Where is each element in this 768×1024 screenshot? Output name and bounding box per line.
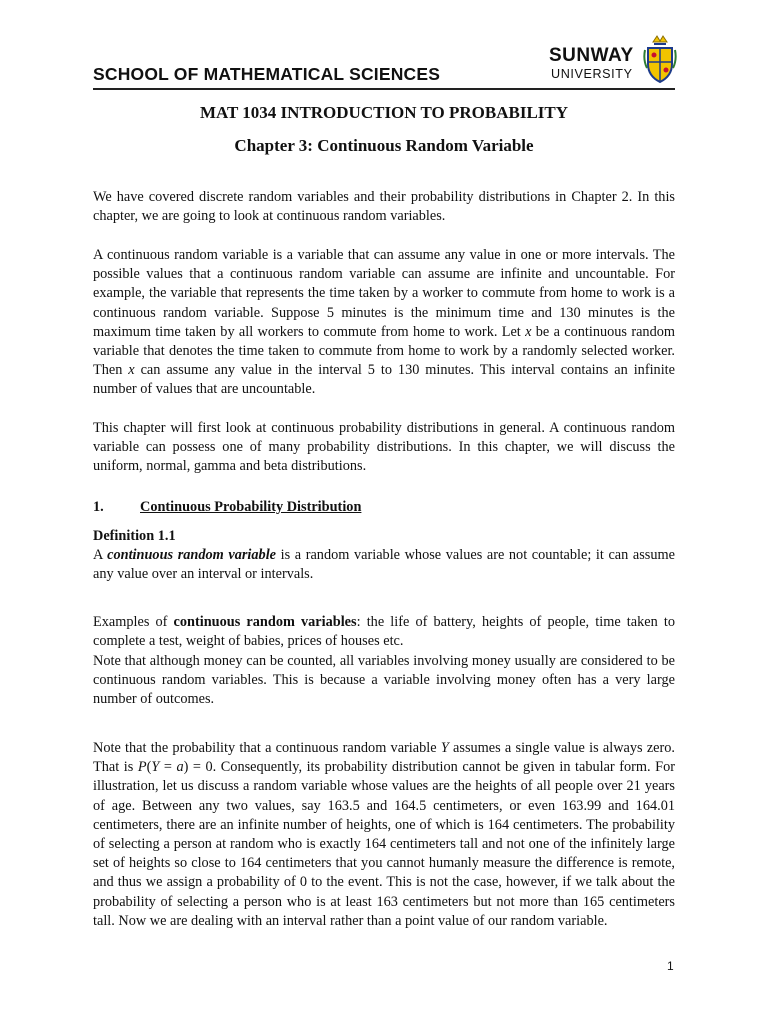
definition-label: Definition 1.1 (93, 528, 176, 544)
section-title: Continuous Probability Distribution (140, 499, 362, 515)
university-crest-icon (643, 34, 677, 84)
section-number: 1. (93, 499, 104, 515)
sunway-logo (549, 34, 677, 90)
page-number: 1 (667, 959, 674, 973)
logo-university-text: UNIVERSITY (551, 67, 633, 81)
intro-paragraph: We have covered discrete random variables and their probability distributions in Chapter 2. In this chapter, we are going to look at continuous random variables. (93, 189, 675, 225)
chapter-overview-paragraph: This chapter will first look at continuous probability distributions in general. A continuous random variable can possess one of many probability distributions. In this chapter, we will discuss the uniform, normal, gamma and beta distributions. (93, 420, 675, 475)
single-value-probability-paragraph: Note that the probability that a continuous random variable Y assumes a single value is always zero. That is P(Y = a) = 0. Consequently, its probability distribution cannot be given in tabular form. For illustration, let us discuss a random variable whose values are the heights of all people over 21 years of age. Between any two values, say 163.5 and 164.5 centimeters, or even 163.99 and 164.01 centimeters, there are an infinite number of heights, one of which is 164 centimeters. The probability of selecting a person at random who is exactly 164 centimeters tall and not one of the infinitely large set of heights so close to 164 centimeters that you cannot humanly measure the difference is remote, and thus we assign a probability of 0 to the event. This is not the case, however, if we talk about the probability of selecting a person who is at least 163 centimeters but not more than 165 centimeters tall. Now we are dealing with an interval rather than a point value of our random variable. (93, 740, 676, 929)
continuous-rv-paragraph: A continuous random variable is a variable that can assume any value in one or more intervals. The possible values that a continuous random variable can assume are infinite and uncountable. For example, the variable that represents the time taken by a worker to commute from home to work is a continuous random variable. Suppose 5 minutes is the minimum time and 130 minutes is the maximum time taken by all workers to commute from home to work. Let x be a continuous random variable that denotes the time taken to commute from home to work by a randomly selected worker. Then x can assume any value in the interval 5 to 130 minutes. This interval contains an infinite number of values that are uncountable. (93, 247, 675, 398)
money-note-paragraph: Note that although money can be counted, all variables involving money usually are considered to be continuous random variables. This is because a variable involving money often has a very large number of outcomes. (93, 653, 675, 708)
logo-sunway-text: SUNWAY (549, 45, 634, 66)
school-name: SCHOOL OF MATHEMATICAL SCIENCES (93, 64, 441, 84)
header-divider (93, 88, 675, 90)
course-title: MAT 1034 INTRODUCTION TO PROBABILITY (199, 103, 569, 122)
examples-paragraph: Examples of continuous random variables: the life of battery, heights of people, time taken to complete a test, weight of babies, prices of houses etc. (93, 614, 675, 650)
section-heading (93, 499, 361, 516)
definition-text: A continuous random variable is a random variable whose values are not countable; it can assume any value over an interval or intervals. (93, 547, 675, 583)
chapter-title: Chapter 3: Continuous Random Variable (234, 136, 534, 155)
